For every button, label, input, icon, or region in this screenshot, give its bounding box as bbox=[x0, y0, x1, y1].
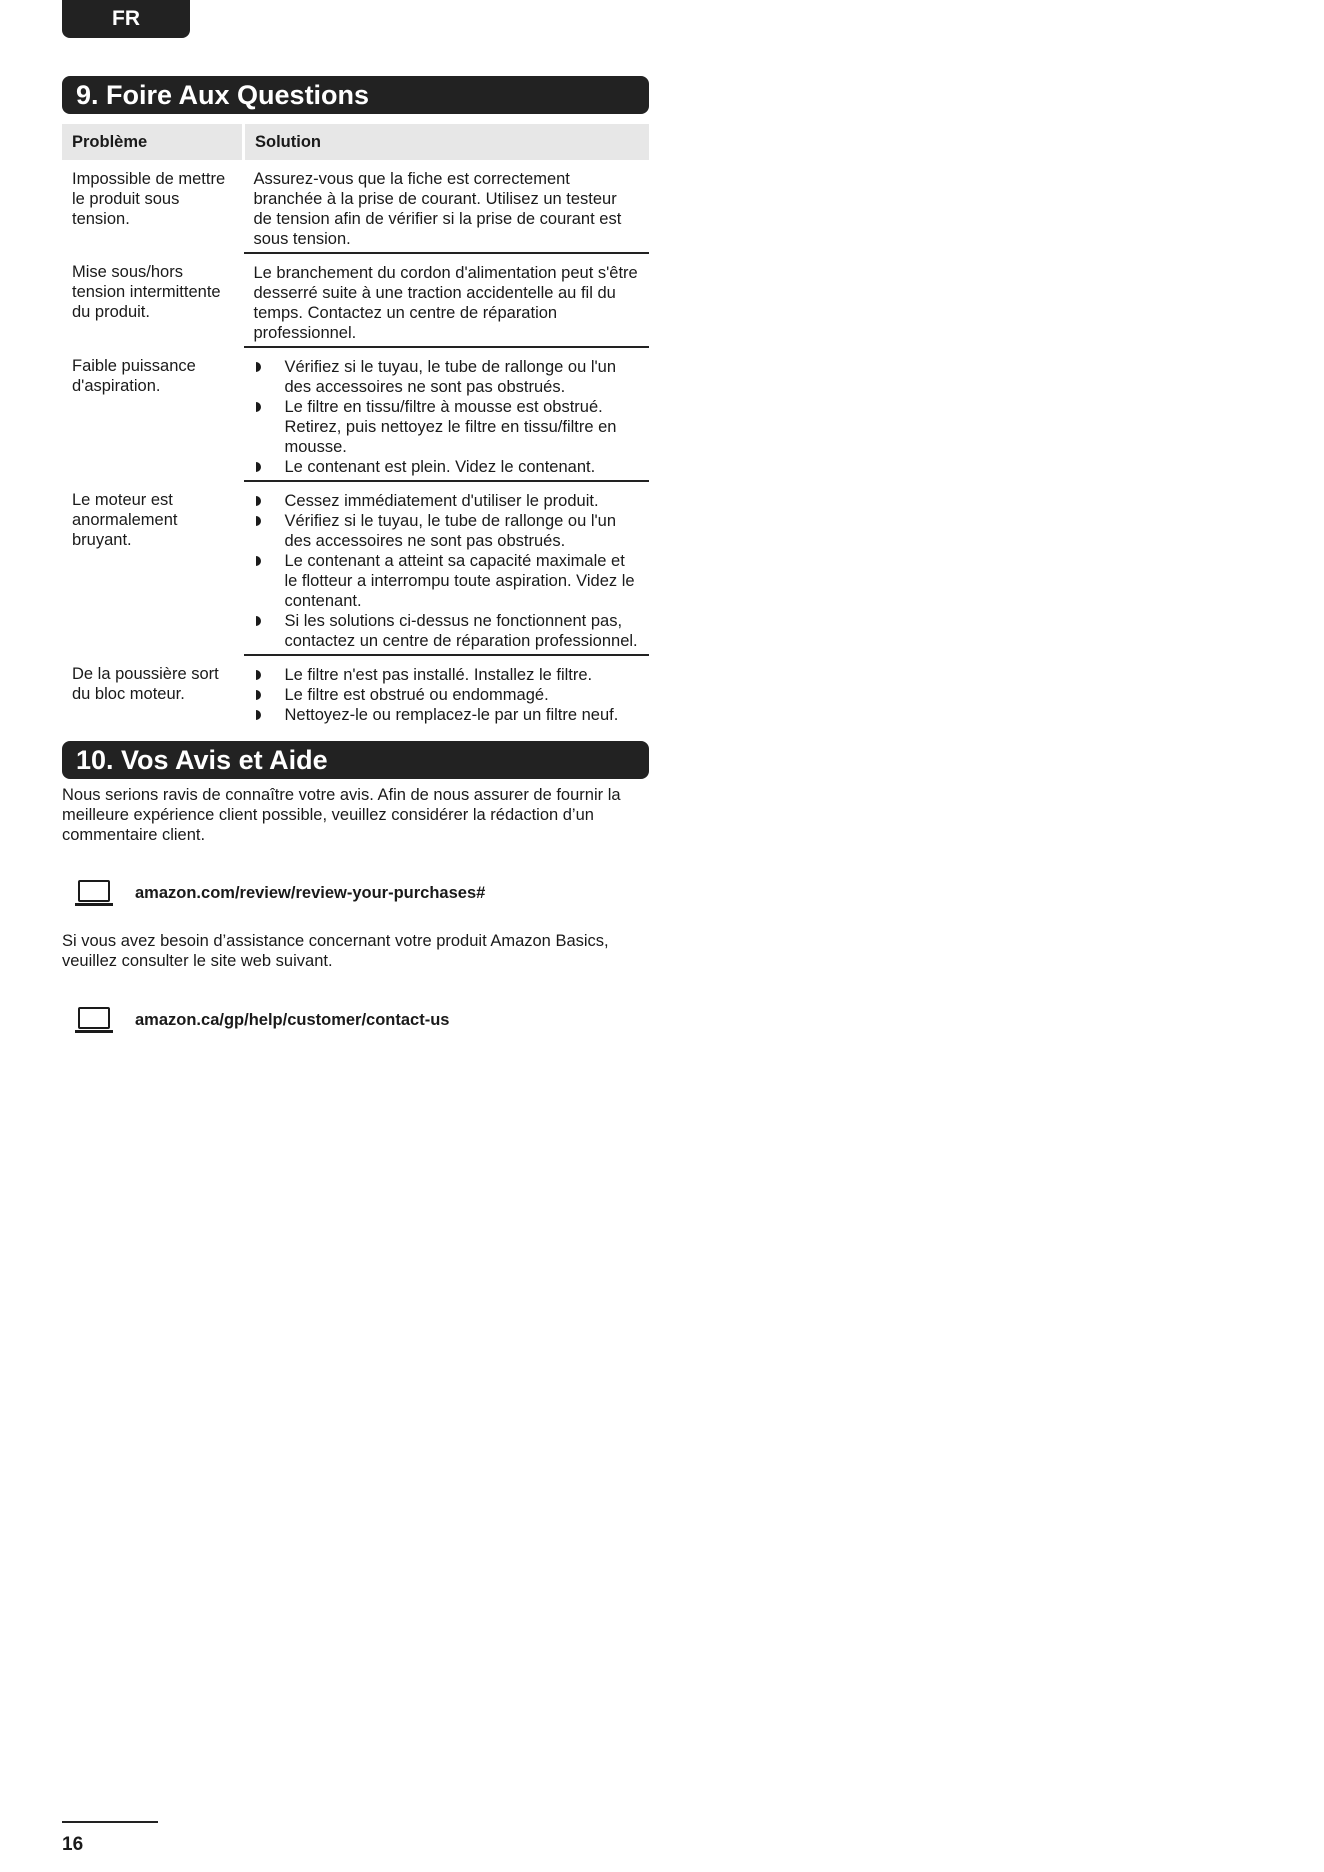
page-number: 16 bbox=[62, 1834, 84, 1855]
section-9-title: 9. Foire Aux Questions bbox=[76, 79, 370, 110]
bullet-icon bbox=[256, 710, 261, 720]
solution-cell: Assurez-vous que la fiche est correctement branchée à la prise de courant. Utilisez un testeur de tension afin de vérifier si la prise de courant est sous tension. bbox=[244, 160, 650, 253]
faq-header-row bbox=[62, 124, 649, 160]
list-item bbox=[254, 705, 640, 725]
bullet-icon bbox=[256, 462, 261, 472]
solution-cell bbox=[244, 347, 650, 481]
list-item-text: Cessez immédiatement d'utiliser le produit. bbox=[284, 492, 599, 510]
contact-link-row bbox=[75, 1007, 449, 1033]
list-item bbox=[254, 457, 640, 477]
faq-table bbox=[62, 124, 649, 728]
problem-cell: Le moteur est anormalement bruyant. bbox=[72, 491, 178, 549]
contact-link[interactable]: amazon.ca/gp/help/customer/contact-us bbox=[135, 1010, 450, 1029]
review-link[interactable]: amazon.com/review/review-your-purchases# bbox=[135, 883, 486, 902]
list-item bbox=[254, 491, 640, 511]
list-item bbox=[254, 685, 640, 705]
bullet-icon bbox=[256, 616, 261, 626]
bullet-icon bbox=[256, 496, 261, 506]
bullet-icon bbox=[256, 402, 261, 412]
solution-list bbox=[254, 491, 640, 651]
problem-cell: Impossible de mettre le produit sous tension. bbox=[72, 170, 226, 228]
list-item-text: Le filtre n'est pas installé. Installez le filtre. bbox=[284, 666, 593, 684]
feedback-paragraph: Nous serions ravis de connaître votre avis. Afin de nous assurer de fournir la meilleure expérience client possible, veuillez considérer la rédaction d’un commentaire client. bbox=[62, 786, 621, 844]
solution-column-header: Solution bbox=[244, 124, 650, 160]
bullet-icon bbox=[256, 362, 261, 372]
list-item-text: Le contenant a atteint sa capacité maximale et le flotteur a interrompu toute aspiration. Videz le contenant. bbox=[284, 552, 635, 610]
laptop-icon bbox=[75, 1007, 113, 1033]
list-item-text: Le filtre est obstrué ou endommagé. bbox=[284, 686, 549, 704]
list-item-text: Vérifiez si le tuyau, le tube de rallonge ou l'un des accessoires ne sont pas obstrués. bbox=[284, 358, 617, 396]
list-item-text: Le contenant est plein. Videz le contenant. bbox=[284, 458, 596, 476]
bullet-icon bbox=[256, 556, 261, 566]
list-item-text: Si les solutions ci-dessus ne fonctionnent pas, contactez un centre de réparation professionnel. bbox=[284, 612, 638, 650]
page-number-rule bbox=[62, 1821, 158, 1823]
list-item bbox=[254, 397, 640, 457]
table-row bbox=[62, 160, 649, 253]
list-item bbox=[254, 665, 640, 685]
bullet-icon bbox=[256, 670, 261, 680]
bullet-icon bbox=[256, 690, 261, 700]
solution-cell: Le branchement du cordon d'alimentation peut s'être desserré suite à une traction accidentelle au fil du temps. Contactez un centre de réparation professionnel. bbox=[244, 253, 650, 347]
list-item bbox=[254, 551, 640, 611]
list-item bbox=[254, 611, 640, 651]
laptop-icon bbox=[75, 880, 113, 906]
problem-cell: Mise sous/hors tension intermittente du produit. bbox=[72, 263, 221, 321]
list-item bbox=[254, 357, 640, 397]
list-item-text: Vérifiez si le tuyau, le tube de rallonge ou l'un des accessoires ne sont pas obstrués. bbox=[284, 512, 617, 550]
list-item bbox=[254, 511, 640, 551]
section-10-header bbox=[62, 741, 649, 779]
bullet-icon bbox=[256, 516, 261, 526]
review-link-row bbox=[75, 880, 485, 906]
list-item-text: Le filtre en tissu/filtre à mousse est obstrué. Retirez, puis nettoyez le filtre en tissu/filtre en mousse. bbox=[284, 398, 617, 456]
problem-cell: Faible puissance d'aspiration. bbox=[72, 357, 196, 395]
language-tab: FR bbox=[62, 0, 190, 38]
solution-cell bbox=[244, 655, 650, 728]
table-row bbox=[62, 347, 649, 481]
table-row bbox=[62, 655, 649, 728]
problem-cell: De la poussière sort du bloc moteur. bbox=[72, 665, 219, 703]
list-item-text: Nettoyez-le ou remplacez-le par un filtre neuf. bbox=[284, 706, 619, 724]
solution-cell bbox=[244, 481, 650, 655]
section-9-header bbox=[62, 76, 649, 114]
section-10-title: 10. Vos Avis et Aide bbox=[76, 744, 328, 775]
solution-list bbox=[254, 665, 640, 725]
table-row bbox=[62, 253, 649, 347]
solution-list bbox=[254, 357, 640, 477]
problem-column-header: Problème bbox=[62, 124, 244, 160]
assistance-paragraph: Si vous avez besoin d’assistance concernant votre produit Amazon Basics, veuillez consulter le site web suivant. bbox=[62, 932, 609, 970]
table-row bbox=[62, 481, 649, 655]
